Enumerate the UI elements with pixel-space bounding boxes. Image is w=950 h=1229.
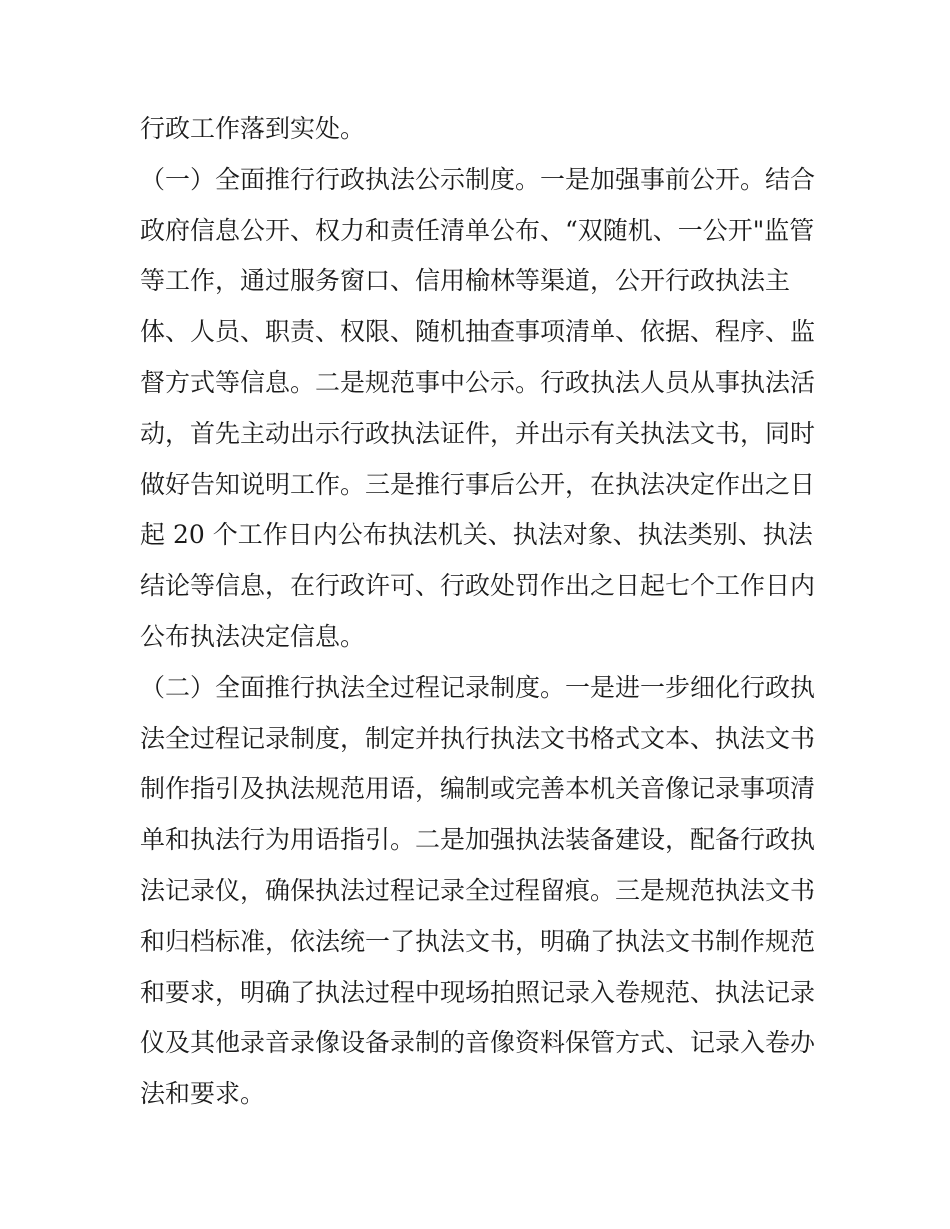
text-line: 单和执法行为用语指引。二是加强执法装备建设，配备行政执 bbox=[140, 825, 816, 855]
text-line: 动，首先主动出示行政执法证件，并出示有关执法文书，同时 bbox=[140, 418, 816, 448]
text-line: 和要求，明确了执法过程中现场拍照记录入卷规范、执法记录 bbox=[140, 977, 816, 1007]
text-line: 起 20 个工作日内公布执法机关、执法对象、执法类别、执法 bbox=[140, 520, 813, 550]
text-line: 法记录仪，确保执法过程记录全过程留痕。三是规范执法文书 bbox=[140, 875, 816, 905]
section-two-heading-line: （二）全面推行执法全过程记录制度。一是进一步细化行政执 bbox=[140, 672, 816, 702]
text-line: 等工作，通过服务窗口、信用榆林等渠道，公开行政执法主 bbox=[140, 266, 791, 296]
text-line: 公布执法决定信息。 bbox=[140, 621, 366, 651]
text-line: 法和要求。 bbox=[140, 1079, 266, 1109]
text-line: 仪及其他录音录像设备录制的音像资料保管方式、记录入卷办 bbox=[140, 1028, 816, 1058]
text-line: 行政工作落到实处。 bbox=[140, 114, 366, 143]
text-line: 做好告知说明工作。三是推行事后公开，在执法决定作出之日 bbox=[140, 469, 816, 499]
text-line: 结论等信息，在行政许可、行政处罚作出之日起七个工作日内 bbox=[140, 571, 816, 601]
text-line: 政府信息公开、权力和责任清单公布、“双随机、一公开"监管 bbox=[140, 215, 815, 245]
body-text bbox=[140, 104, 820, 1120]
section-one-heading-line: （一）全面推行行政执法公示制度。一是加强事前公开。结合 bbox=[140, 164, 816, 194]
text-line: 制作指引及执法规范用语，编制或完善本机关音像记录事项清 bbox=[140, 774, 816, 804]
text-line: 法全过程记录制度，制定并执行执法文书格式文本、执法文书 bbox=[140, 723, 816, 753]
text-line: 督方式等信息。二是规范事中公示。行政执法人员从事执法活 bbox=[140, 367, 816, 397]
text-line: 体、人员、职责、权限、随机抽查事项清单、依据、程序、监 bbox=[140, 317, 816, 347]
text-line: 和归档标准，依法统一了执法文书，明确了执法文书制作规范 bbox=[140, 926, 816, 956]
